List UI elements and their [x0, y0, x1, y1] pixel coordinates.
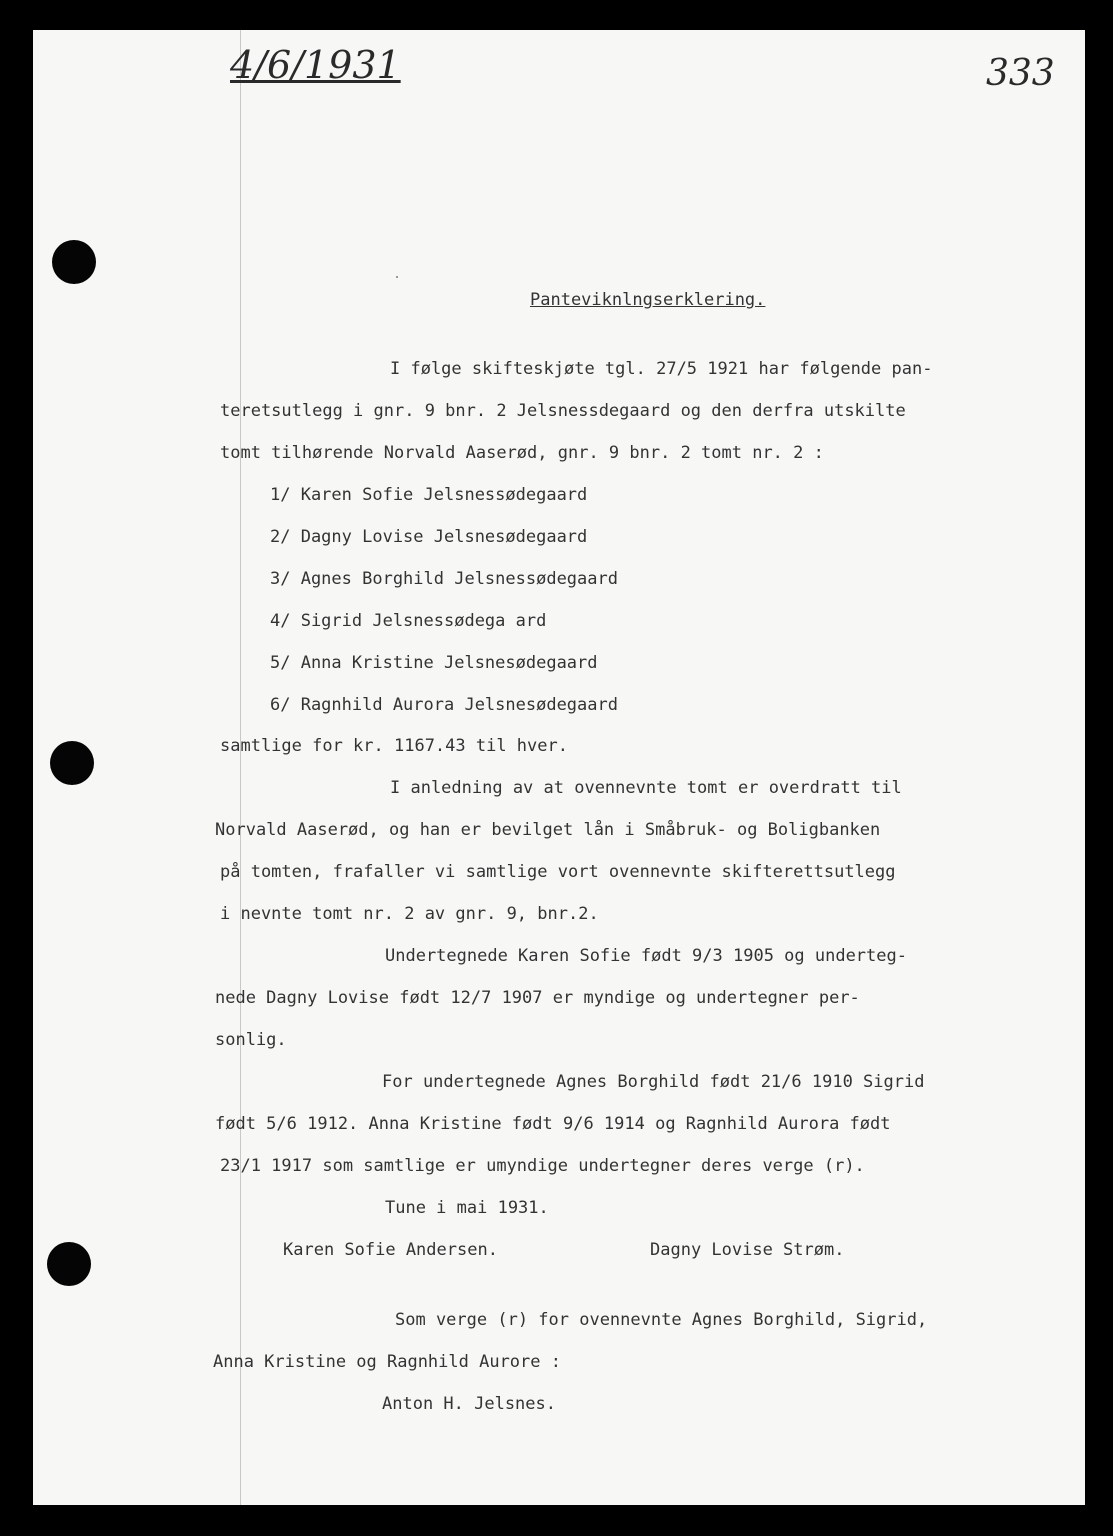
document-title: Panteviknlngserklering. [530, 290, 766, 310]
binder-hole [52, 240, 96, 284]
text-line: Norvald Aaserød, og han er bevilget lån i Småbruk- og Boligbanken [215, 820, 881, 840]
heir-item: 5/ Anna Kristine Jelsnesødegaard [270, 653, 598, 673]
text-line: Som verge (r) for ovennevnte Agnes Borghild, Sigrid, [395, 1310, 928, 1330]
heir-item: 2/ Dagny Lovise Jelsnesødegaard [270, 527, 588, 547]
heir-item: 3/ Agnes Borghild Jelsnessødegaard [270, 569, 618, 589]
document-page [33, 30, 1085, 1505]
text-line: på tomten, frafaller vi samtlige vort ovennevnte skifterettsutlegg [220, 862, 896, 882]
text-line: 23/1 1917 som samtlige er umyndige undertegner deres verge (r). [220, 1156, 865, 1176]
signature-right: Dagny Lovise Strøm. [650, 1240, 845, 1260]
binder-hole [50, 741, 94, 785]
binder-hole [47, 1242, 91, 1286]
page-number: 333 [986, 53, 1055, 94]
place-date: Tune i mai 1931. [385, 1198, 549, 1218]
text-line: For undertegnede Agnes Borghild født 21/6 1910 Sigrid [382, 1072, 925, 1092]
text-line: Undertegnede Karen Sofie født 9/3 1905 og underteg- [385, 946, 907, 966]
text-line: tomt tilhørende Norvald Aaserød, gnr. 9 bnr. 2 tomt nr. 2 : [220, 443, 824, 463]
text-line: nede Dagny Lovise født 12/7 1907 er myndige og undertegner per- [215, 988, 860, 1008]
margin-rule [240, 30, 241, 1505]
text-line: samtlige for kr. 1167.43 til hver. [220, 736, 568, 756]
text-line: Anna Kristine og Ragnhild Aurore : [213, 1352, 561, 1372]
heir-item: 1/ Karen Sofie Jelsnessødegaard [270, 485, 588, 505]
signature-left: Karen Sofie Andersen. [283, 1240, 498, 1260]
text-line: i nevnte tomt nr. 2 av gnr. 9, bnr.2. [220, 904, 599, 924]
guardian-signature: Anton H. Jelsnes. [382, 1394, 556, 1414]
handwritten-date: 4/6/1931 [230, 43, 401, 87]
text-line: I anledning av at ovennevnte tomt er overdratt til [390, 778, 902, 798]
text-line: teretsutlegg i gnr. 9 bnr. 2 Jelsnessdegaard og den derfra utskilte [220, 401, 906, 421]
text-line: I følge skifteskjøte tgl. 27/5 1921 har følgende pan- [390, 359, 933, 379]
text-line: født 5/6 1912. Anna Kristine født 9/6 1914 og Ragnhild Aurora født [215, 1114, 891, 1134]
heir-item: 4/ Sigrid Jelsnessødega ard [270, 611, 547, 631]
text-line: sonlig. [215, 1030, 287, 1050]
ink-speck [396, 276, 398, 278]
heir-item: 6/ Ragnhild Aurora Jelsnesødegaard [270, 695, 618, 715]
